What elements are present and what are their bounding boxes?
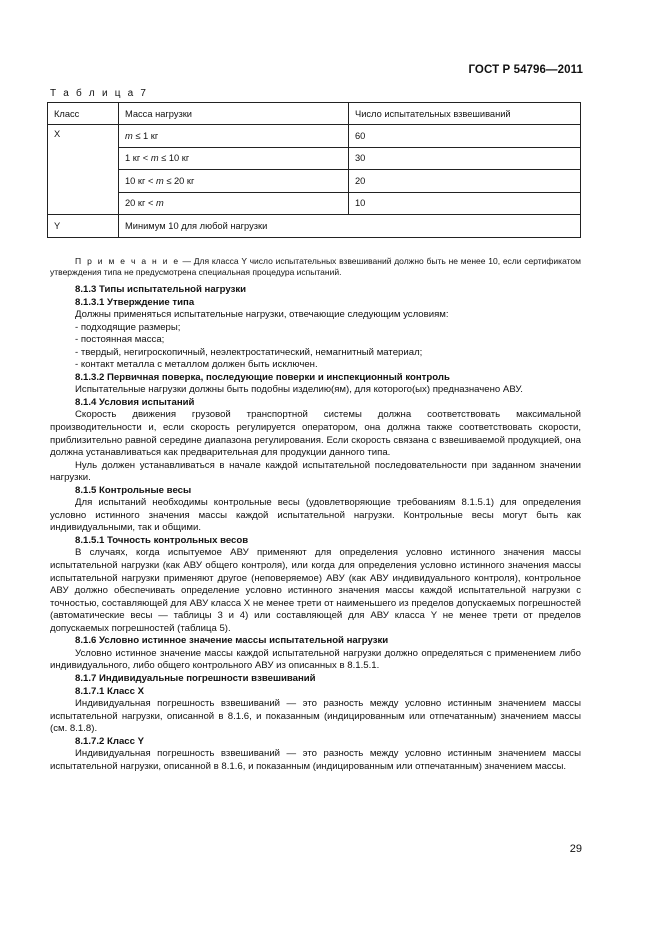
cell-class-y: Y <box>48 215 119 238</box>
cell-class-y-text: Минимум 10 для любой нагрузки <box>119 215 581 238</box>
heading-8-1-7-1: 8.1.7.1 Класс X <box>75 685 145 697</box>
cell-class-x: X <box>48 125 119 215</box>
heading-8-1-5-1: 8.1.5.1 Точность контрольных весов <box>75 534 249 546</box>
cell-count: 30 <box>349 147 581 170</box>
heading-8-1-4: 8.1.4 Условия испытаний <box>75 396 195 408</box>
heading-8-1-5: 8.1.5 Контрольные весы <box>75 484 192 496</box>
header-load-mass: Масса нагрузки <box>119 103 349 125</box>
table-row <box>48 215 581 238</box>
cell-count: 20 <box>349 170 581 193</box>
paragraph: Скорость движения грузовой транспортной системы должна соответствовать максимальной производительности и, если скорость регулируется оператором, она должна также соответствовать скорости, приблизительно равной середине диапазона регулирования. Если скорость связана с взвешиваемой продукцией, она должна устанавливаться как предварительная для продукции данного типа. <box>50 409 581 459</box>
paragraph: Индивидуальная погрешность взвешиваний — это разность между условно истинным значением массы испытательной нагрузки, описанной в 8.1.6, и показанным (индицированным или отпечатанным) значением массы. <box>50 748 581 772</box>
table-row <box>48 147 581 170</box>
document-code: ГОСТ Р 54796—2011 <box>468 64 583 76</box>
paragraph: Должны применяться испытательные нагрузки, отвечающие следующим условиям: <box>75 309 449 321</box>
heading-8-1-7: 8.1.7 Индивидуальные погрешности взвешиваний <box>75 672 316 684</box>
paragraph: Нуль должен устанавливаться в начале каждой испытательной последовательности при заданном значении нагрузки. <box>50 459 581 484</box>
list-item: - контакт металла с металлом должен быть исключен. <box>75 359 318 371</box>
page-number: 29 <box>569 843 582 855</box>
table-row <box>48 192 581 215</box>
header-class: Класс <box>48 103 119 125</box>
table-7 <box>47 102 581 238</box>
list-item: - постоянная масса; <box>75 334 165 346</box>
list-item: - твердый, негигроскопичный, неэлектростатический, немагнитный материал; <box>75 346 423 358</box>
paragraph: Индивидуальная погрешность взвешиваний — это разность между условно истинным значением массы испытательной нагрузки, описанной в 8.1.6, и показанным (индицированным или отпечатанным) значением массы (см. 8.1.8). <box>50 698 581 735</box>
cell-mass-range: m ≤ 1 кг <box>119 125 349 148</box>
header-weighings-count: Число испытательных взвешиваний <box>349 103 581 125</box>
table-caption: Т а б л и ц а 7 <box>50 88 149 99</box>
heading-8-1-6: 8.1.6 Условно истинное значение массы испытательной нагрузки <box>75 635 389 647</box>
document-body <box>50 256 581 773</box>
table-row <box>48 170 581 193</box>
paragraph: Условно истинное значение массы каждой испытательной нагрузки должно определяться с применением либо индивидуального, либо общего контрольного АВУ из описанных в 8.1.5.1. <box>50 647 581 672</box>
heading-8-1-3: 8.1.3 Типы испытательной нагрузки <box>75 284 247 295</box>
paragraph: Для испытаний необходимы контрольные весы (удовлетворяющие требованиям 8.1.5.1) для определения условно истинного значения массы каждой испытательной нагрузки. Контрольные весы могут быть как индивидуальными, так и общими. <box>50 497 581 534</box>
heading-8-1-3-1: 8.1.3.1 Утверждение типа <box>75 296 195 308</box>
paragraph: Испытательные нагрузки должны быть подобны изделию(ям), для которого(ых) предназначено АВУ. <box>75 384 523 396</box>
list-item: - подходящие размеры; <box>75 321 181 333</box>
table-row <box>48 125 581 148</box>
heading-8-1-3-2: 8.1.3.2 Первичная поверка, последующие поверки и инспекционный контроль <box>75 371 450 383</box>
cell-mass-range: 1 кг < m ≤ 10 кг <box>119 147 349 170</box>
paragraph: В случаях, когда испытуемое АВУ применяют для определения условно истинного значения массы испытательной нагрузки (как АВУ общего контроля), или когда для определения условно истинного значения массы испытательной нагрузки применяют другое (неповеряемое) АВУ (как АВУ индивидуального контроля), контрольное АВУ должно обеспечивать определение условно истинного значения массы каждой испытательной нагрузки с точностью, составляющей для АВУ класса X не менее трети от наименьшего из пределов допускаемых погрешностей (автоматические весы — таблицы 3 и 4) или составляющей для АВУ класса Y не менее трети от пределов допускаемых погрешностей (таблица 5). <box>50 547 581 634</box>
cell-mass-range: 20 кг < m <box>119 192 349 215</box>
table-note: П р и м е ч а н и е — Для класса Y число испытательных взвешиваний должно быть не менее 10, если сертификатом утверждения типа не предусмотрена специальная процедура испытаний. <box>50 256 581 277</box>
table-header-row <box>48 103 581 125</box>
cell-mass-range: 10 кг < m ≤ 20 кг <box>119 170 349 193</box>
cell-count: 10 <box>349 192 581 215</box>
heading-8-1-7-2: 8.1.7.2 Класс Y <box>75 735 145 747</box>
cell-count: 60 <box>349 125 581 148</box>
